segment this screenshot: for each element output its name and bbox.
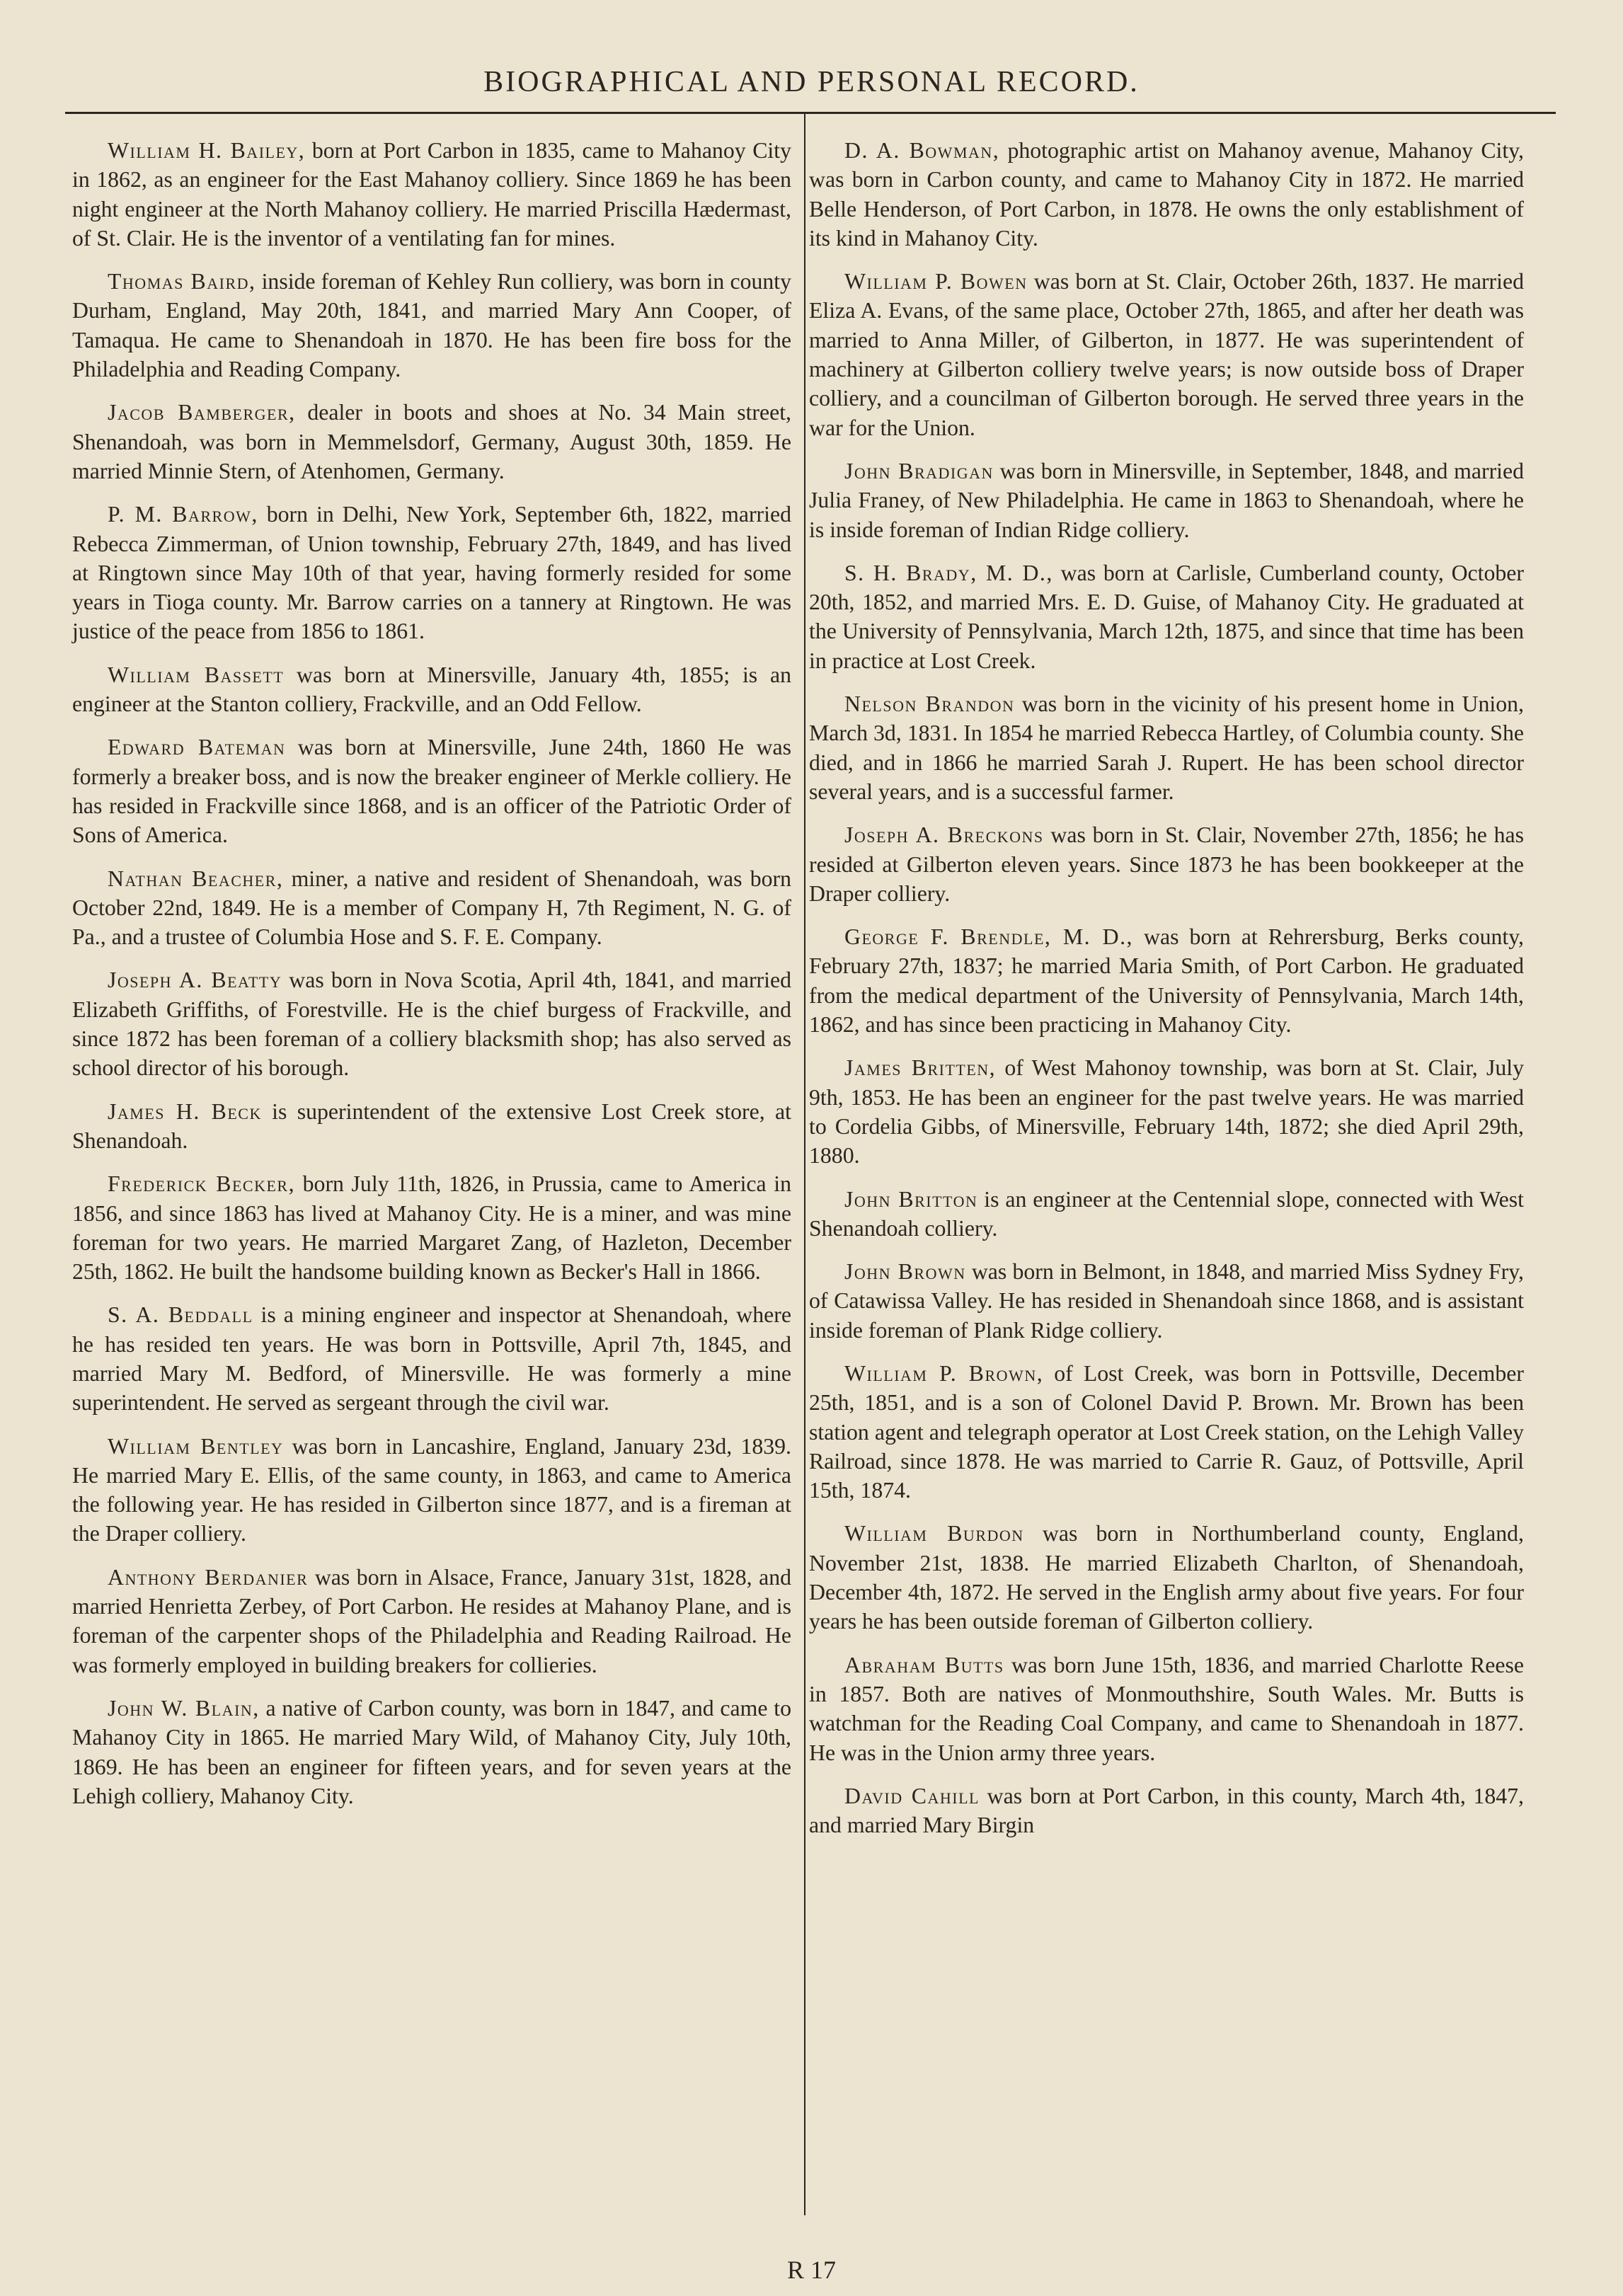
entry-name: William Burdon	[844, 1521, 1024, 1546]
entry-name: Anthony Berdanier	[108, 1564, 309, 1590]
entry-name: John Brown	[844, 1259, 966, 1285]
entry-text: was born at Minersville, June 24th, 1860 He was formerly a breaker boss, and is now the breaker engineer of Merkle colliery. He has resided in Frackville since 1868, and is an officer of the Patriotic Order of Sons of America.	[72, 735, 791, 848]
biography-entry	[809, 1359, 1524, 1505]
biography-entry	[809, 1519, 1524, 1636]
entry-name: Frederick Becker,	[108, 1171, 296, 1197]
biography-entry	[72, 1694, 791, 1810]
entry-name: James Britten,	[844, 1055, 997, 1081]
entry-name: William H. Bailey,	[108, 138, 306, 163]
header-rule	[65, 112, 1556, 114]
page-number: R 17	[786, 2256, 836, 2284]
entry-name: William Bassett	[108, 662, 285, 687]
biography-entry	[72, 965, 791, 1082]
entry-text: photographic artist on Mahanoy avenue, Mahanoy City, was born in Carbon county, and came to Mahanoy City in 1872. He married Belle Henderson, of Port Carbon, in 1878. He owns the only establishment of its kind in Mahanoy City.	[809, 138, 1524, 251]
entry-name: Nelson Brandon	[844, 691, 1015, 717]
biography-entry	[809, 1257, 1524, 1345]
biography-entry	[809, 689, 1524, 806]
biography-entry	[72, 398, 791, 486]
entry-text: was born June 15th, 1836, and married Charlotte Reese in 1857. Both are natives of Monmouthshire, South Wales. Mr. Butts is watchman for the Reading Coal Company, and came to Shenandoah in 1877. He was in the Union army three years.	[809, 1652, 1524, 1765]
entry-name: S. A. Beddall	[108, 1302, 253, 1328]
entry-name: S. H. Brady, M. D.,	[844, 560, 1053, 585]
entry-name: David Cahill	[844, 1783, 980, 1808]
biography-entry	[72, 1563, 791, 1680]
entry-text: a native of Carbon county, was born in 1847, and came to Mahanoy City in 1865. He married Mary Wild, of Mahanoy City, July 10th, 1869. He has been an engineer for fifteen years, and for seven years at the Lehigh colliery, Mahanoy City.	[72, 1695, 792, 1808]
entry-name: William P. Brown,	[844, 1360, 1044, 1386]
biography-entry	[72, 1169, 791, 1286]
running-header: BIOGRAPHICAL AND PERSONAL RECORD.	[483, 66, 1140, 98]
biography-entry	[809, 558, 1524, 675]
biography-entry	[72, 864, 791, 952]
biography-entry	[72, 660, 791, 719]
entry-text: born July 11th, 1826, in Prussia, came to America in 1856, and since 1863 has lived at Mahanoy City. He is a miner, and was mine foreman for two years. He married Margaret Zang, of Hazleton, December 25th, 1862. He built the handsome building known as Becker's Hall in 1866.	[72, 1171, 791, 1285]
entry-name: William P. Bowen	[844, 269, 1028, 294]
entry-text: is an engineer at the Centennial slope, connected with West Shenandoah colliery.	[809, 1186, 1524, 1241]
biography-entry	[72, 1432, 791, 1549]
biography-entry	[809, 457, 1524, 544]
biography-entry	[809, 136, 1524, 253]
biography-entry	[809, 1053, 1524, 1170]
biography-entry	[809, 267, 1524, 442]
entry-text: was born at Carlisle, Cumberland county, October 20th, 1852, and married Mrs. E. D. Guise, of Mahanoy City. He graduated at the University of Pennsylvania, March 12th, 1875, and since that time has been in practice at Lost Creek.	[809, 560, 1525, 673]
entry-name: John W. Blain,	[108, 1695, 260, 1721]
entry-name: George F. Brendle, M. D.,	[844, 924, 1133, 950]
biography-entry	[809, 820, 1524, 908]
entry-text: was born in St. Clair, November 27th, 1856; he has resided at Gilberton eleven years. Since 1873 he has been bookkeeper at the Draper colliery.	[809, 822, 1524, 906]
entry-name: William Bentley	[108, 1433, 284, 1459]
entry-text: was born at Rehrersburg, Berks county, February 27th, 1837; he married Maria Smith, of Port Carbon. He graduated from the medical department of the University of Pennsylvania, March 14th, 1862, and has since been practicing in Mahanoy City.	[809, 924, 1524, 1038]
entry-text: miner, a native and resident of Shenandoah, was born October 22nd, 1849. He is a member of Company H, 7th Regiment, N. G. of Pa., and a trustee of Columbia Hose and S. F. E. Company.	[72, 866, 791, 950]
entry-text: born in Delhi, New York, September 6th, 1822, married Rebecca Zimmerman, of Union township, February 27th, 1849, and has lived at Ringtown since May 10th of that year, having formerly resided for some years in Tioga county. Mr. Barrow carries on a tannery at Ringtown. He was justice of the peace from 1856 to 1861.	[72, 502, 791, 644]
biography-entry	[72, 267, 791, 384]
entry-text: is superintendent of the extensive Lost Creek store, at Shenandoah.	[72, 1098, 791, 1153]
entry-name: John Britton	[844, 1186, 978, 1212]
biography-entry	[809, 1781, 1524, 1840]
entry-text: was born at Minersville, January 4th, 1855; is an engineer at the Stanton colliery, Frackville, and an Odd Fellow.	[72, 662, 791, 717]
entry-text: born at Port Carbon in 1835, came to Mahanoy City in 1862, as an engineer for the East Mahanoy colliery. Since 1869 he has been night engineer at the North Mahanoy colliery. He married Priscilla Hædermast, of St. Clair. He is the inventor of a ventilating fan for mines.	[72, 138, 791, 251]
entry-name: Edward Bateman	[108, 735, 286, 760]
biography-entry	[809, 1185, 1524, 1244]
entry-name: Joseph A. Breckons	[844, 822, 1044, 848]
biography-entry	[809, 922, 1524, 1039]
left-column	[72, 136, 791, 1825]
column-divider	[804, 113, 805, 2215]
entry-text: was born in Belmont, in 1848, and married Miss Sydney Fry, of Catawissa Valley. He has resided in Shenandoah since 1868, and is assistant inside foreman of Plank Ridge colliery.	[809, 1259, 1524, 1343]
entry-name: Abraham Butts	[844, 1652, 1004, 1677]
biography-entry	[72, 1300, 791, 1417]
entry-name: James H. Beck	[108, 1098, 262, 1124]
entry-name: Thomas Baird,	[108, 269, 256, 294]
biography-entry	[72, 1097, 791, 1156]
biography-entry	[72, 733, 791, 849]
entry-text: inside foreman of Kehley Run colliery, was born in county Durham, England, May 20th, 1841, and married Mary Ann Cooper, of Tamaqua. He came to Shenandoah in 1870. He has been fire boss for the Philadelphia and Reading Company.	[72, 269, 791, 382]
entry-text: was born in Minersville, in September, 1848, and married Julia Franey, of New Philadelphia. He came in 1863 to Shenandoah, where he is inside foreman of Indian Ridge colliery.	[809, 458, 1524, 542]
right-column	[809, 136, 1524, 1854]
entry-name: John Bradigan	[844, 458, 994, 483]
entry-name: P. M. Barrow,	[108, 502, 258, 527]
entry-name: Nathan Beacher,	[108, 866, 284, 891]
biography-entry	[72, 136, 791, 253]
entry-name: Jacob Bamberger,	[108, 400, 296, 425]
entry-name: D. A. Bowman,	[844, 138, 1000, 163]
entry-text: was born at St. Clair, October 26th, 1837. He married Eliza A. Evans, of the same place, October 27th, 1865, and after her death was married to Anna Miller, of Gilberton, in 1877. He was superintendent of machinery at Gilberton colliery twelve years; is now outside boss of Draper colliery, and a councilman of Gilberton borough. He served three years in the war for the Union.	[809, 269, 1524, 440]
entry-text: was born in Nova Scotia, April 4th, 1841, and married Elizabeth Griffiths, of Forestville. He is the chief burgess of Frackville, and since 1872 has been foreman of a colliery blacksmith shop; has also served as school director of his borough.	[72, 968, 791, 1081]
entry-text: was born in Alsace, France, January 31st, 1828, and married Henrietta Zerbey, of Port Carbon. He resides at Mahanoy Plane, and is foreman of the carpenter shops of the Philadelphia and Reading Railroad. He was formerly employed in building breakers for collieries.	[72, 1564, 791, 1677]
entry-text: was born at Port Carbon, in this county, March 4th, 1847, and married Mary Birgin	[809, 1783, 1524, 1838]
biography-entry	[809, 1651, 1524, 1767]
entry-text: was born in Lancashire, England, January 23d, 1839. He married Mary E. Ellis, of the same county, in 1863, and came to America the following year. He has resided in Gilberton since 1877, and is a fireman at the Draper colliery.	[72, 1433, 791, 1546]
entry-text: of Lost Creek, was born in Pottsville, December 25th, 1851, and is a son of Colonel David P. Brown. Mr. Brown has been station agent and telegraph operator at Lost Creek station, on the Lehigh Valley Railroad, since 1878. He was married to Carrie R. Gauz, of Pottsville, April 15th, 1874.	[809, 1360, 1525, 1503]
entry-text: of West Mahonoy township, was born at St. Clair, July 9th, 1853. He has been an engineer for the past twelve years. He was married to Cordelia Gibbs, of Minersville, February 14th, 1872; she died April 29th, 1880.	[809, 1055, 1525, 1169]
entry-name: Joseph A. Beatty	[108, 968, 282, 993]
entry-text: is a mining engineer and inspector at Shenandoah, where he has resided ten years. He was born in Pottsville, April 7th, 1845, and married Mary M. Bedford, of Minersville. He was formerly a mine superintendent. He served as sergeant through the civil war.	[72, 1302, 791, 1416]
entry-text: dealer in boots and shoes at No. 34 Main street, Shenandoah, was born in Memmelsdorf, Germany, August 30th, 1859. He married Minnie Stern, of Atenhomen, Germany.	[72, 400, 792, 483]
biography-entry	[72, 500, 791, 645]
entry-text: was born in Northumberland county, England, November 21st, 1838. He married Elizabeth Charlton, of Shenandoah, December 4th, 1872. He served in the English army about five years. For four years he has been outside foreman of Gilberton colliery.	[809, 1521, 1524, 1634]
entry-text: was born in the vicinity of his present home in Union, March 3d, 1831. In 1854 he married Rebecca Hartley, of Columbia county. She died, and in 1866 he married Sarah J. Rupert. He has been school director several years, and is a successful farmer.	[809, 691, 1524, 804]
